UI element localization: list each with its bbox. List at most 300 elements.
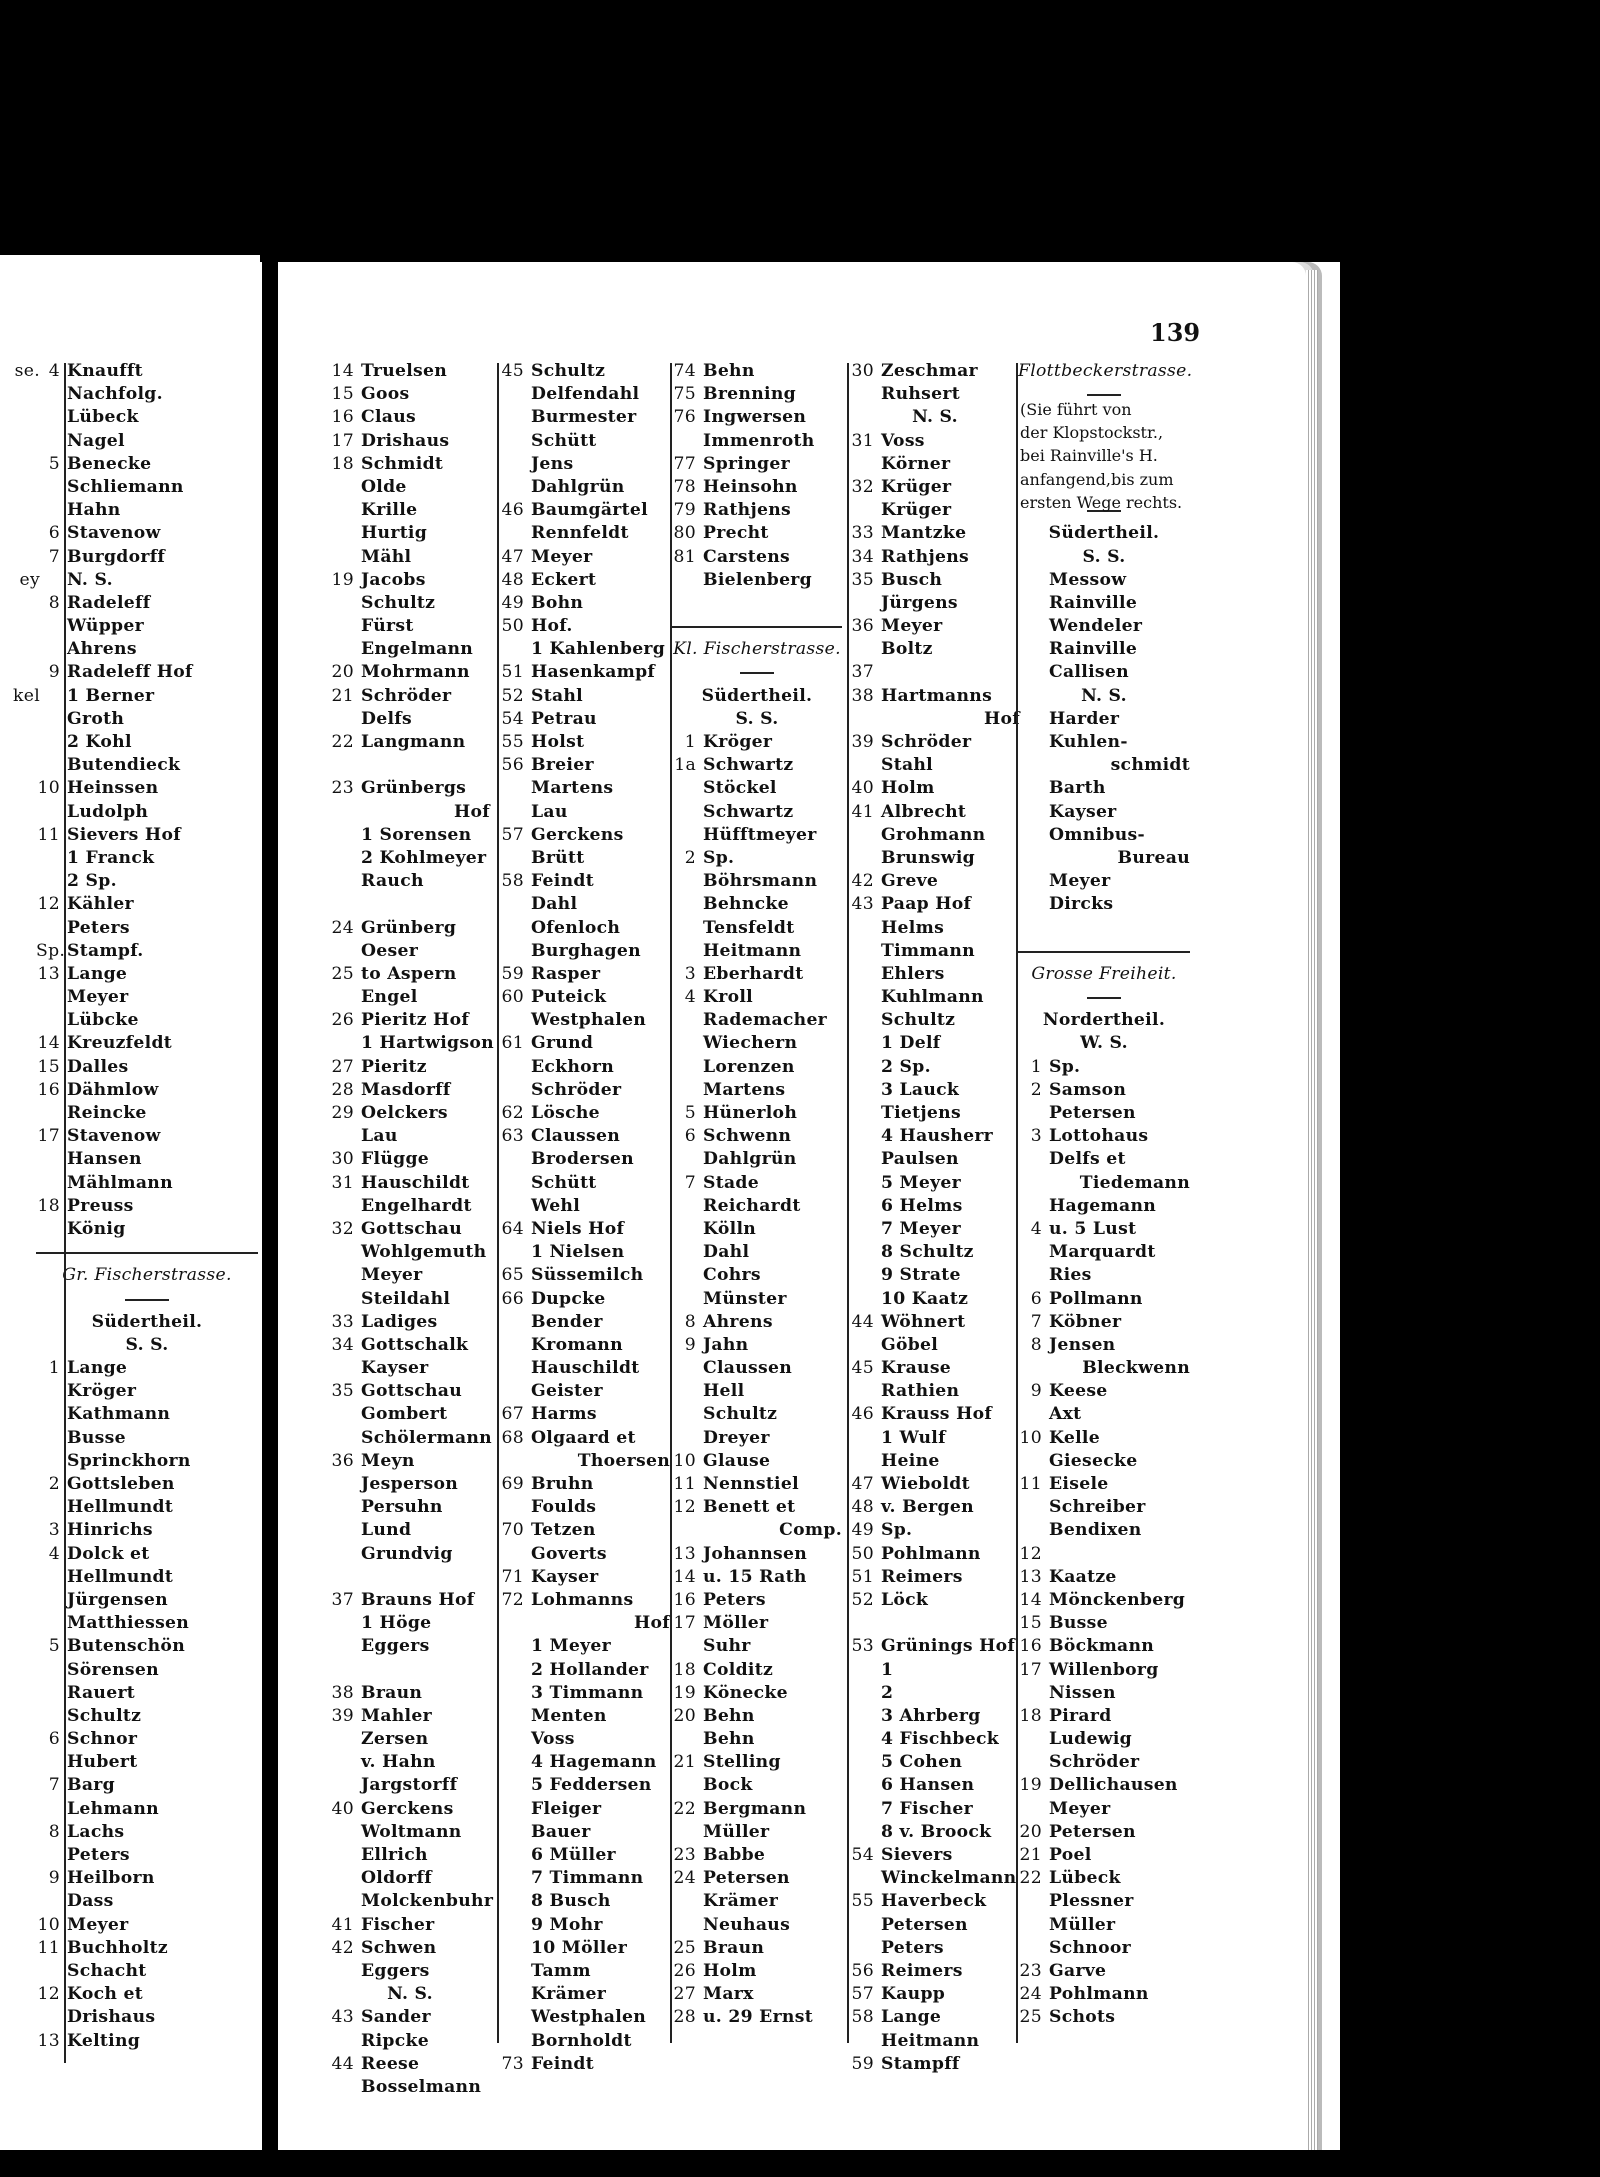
entry-row [0, 661, 40, 684]
resident-name: 2 Hollander [531, 1659, 649, 1680]
entry-row [36, 1821, 258, 1844]
resident-name: Hellmundt [67, 1566, 174, 1587]
entry-row [850, 1890, 1020, 1913]
resident-name: Meyer [531, 546, 593, 567]
resident-name: 1 Sorensen [361, 824, 472, 845]
entry-row [36, 1009, 258, 1032]
house-number: 38 [851, 685, 874, 706]
entry-row [500, 1172, 670, 1195]
house-number: 7 [684, 1172, 696, 1193]
resident-name: Jens [531, 453, 574, 474]
house-number: 14 [673, 1566, 696, 1587]
resident-name: 1 Kahlenberg [531, 639, 666, 660]
entry-row [330, 1867, 490, 1890]
entry-row [850, 592, 1020, 615]
entry-row [36, 1728, 258, 1751]
resident-name: Delfendahl [531, 384, 640, 405]
resident-name: Marx [703, 1984, 754, 2005]
resident-name: Stavenow [67, 1126, 161, 1147]
resident-name: 2 Sp. [881, 1056, 931, 1077]
entry-row [850, 1056, 1020, 1079]
entry-row [500, 1612, 670, 1635]
house-number: 9 [48, 1868, 60, 1889]
resident-name: Hurtig [361, 523, 428, 544]
entry-row [500, 1867, 670, 1890]
entry-row [850, 453, 1020, 476]
entry-row [36, 917, 258, 940]
resident-name: Zeschmar [881, 361, 978, 381]
entry-row [36, 453, 258, 476]
note-line: der Klopstockstr., [1020, 423, 1164, 443]
entry-row [36, 615, 258, 638]
house-number: 42 [851, 871, 874, 892]
resident-name: Reichardt [703, 1195, 801, 1216]
resident-name: Winckelmann [881, 1868, 1017, 1889]
resident-name: Eckert [531, 569, 597, 590]
entry-row [672, 499, 842, 522]
resident-name: Benecke [67, 453, 152, 474]
entry-row [500, 661, 670, 684]
entry-row [0, 430, 40, 453]
entry-row [1018, 1195, 1190, 1218]
resident-name: Holm [703, 1960, 757, 1981]
entry-row [500, 1519, 670, 1542]
house-number: 41 [851, 801, 874, 822]
entry-continuation: Tiedemann [1079, 1172, 1190, 1193]
entry-row [1018, 1403, 1190, 1426]
entry-row [36, 1867, 258, 1890]
entry-row [850, 1543, 1020, 1566]
entry-row [850, 1172, 1020, 1195]
column-divider [497, 363, 499, 2043]
entry-row [330, 1056, 490, 1079]
entry-row [1018, 1728, 1190, 1751]
resident-name: Babbe [703, 1845, 766, 1865]
house-number: 39 [331, 1705, 354, 1726]
entry-row [850, 1914, 1020, 1937]
resident-name: Lösche [531, 1103, 600, 1123]
resident-name: 10 Kaatz [881, 1288, 969, 1309]
directory-column-3 [672, 360, 842, 2030]
house-number: 28 [673, 2007, 696, 2028]
resident-name: Plessner [1049, 1891, 1134, 1912]
resident-name: Kathmann [67, 1404, 171, 1425]
resident-name: Masdorff [361, 1079, 451, 1100]
resident-name: Meyer [1049, 871, 1111, 892]
resident-name: Krüger [881, 476, 952, 497]
entry-row [850, 1635, 1020, 1658]
entry-row [850, 1380, 1020, 1403]
house-number: 78 [673, 476, 696, 497]
entry-row [850, 1751, 1020, 1774]
house-number: 7 [48, 1775, 60, 1796]
entry-row [330, 2006, 490, 2029]
resident-name: Bock [703, 1775, 753, 1796]
entry-row [672, 1821, 842, 1844]
resident-name: Bender [531, 1311, 603, 1332]
entry-row [850, 1148, 1020, 1171]
house-number: 67 [501, 1404, 524, 1425]
entry-row [330, 615, 490, 638]
resident-name: Heitmann [881, 2030, 980, 2051]
entry-row [672, 963, 842, 986]
resident-name: Böckmann [1049, 1636, 1155, 1657]
book-spine [262, 262, 278, 2162]
resident-name: Drishaus [67, 2007, 156, 2028]
resident-name: Rainville [1049, 639, 1138, 660]
resident-name: Dass [67, 1891, 114, 1912]
entry-row [36, 1659, 258, 1682]
resident-name: Molckenbuhr [361, 1891, 494, 1912]
resident-name: Dähmlow [67, 1079, 159, 1100]
entry-row [1018, 731, 1190, 754]
entry-row [330, 1195, 490, 1218]
house-number: 10 [37, 778, 60, 799]
entry-row [36, 685, 258, 708]
resident-name: Busch [881, 569, 943, 590]
entry-row [500, 1682, 670, 1705]
section-rule [672, 661, 842, 684]
house-number: 24 [331, 917, 354, 938]
entry-row [1018, 569, 1190, 592]
house-number: 81 [673, 546, 696, 567]
resident-name: Tietjens [881, 1103, 961, 1123]
house-number: 57 [501, 824, 524, 845]
resident-name: Schmidt [361, 453, 444, 474]
house-number: 27 [331, 1056, 354, 1077]
section-row [1018, 546, 1190, 569]
entry-row [36, 522, 258, 545]
column-divider [64, 363, 66, 2063]
resident-name: Jensen [1049, 1334, 1116, 1355]
entry-row [500, 1195, 670, 1218]
entry-row [36, 1403, 258, 1426]
house-number: 13 [37, 2030, 60, 2051]
entry-row [672, 1009, 842, 1032]
resident-name: Burgdorff [67, 546, 166, 567]
resident-name: Schwenn [703, 1126, 792, 1147]
resident-name: Fischer [361, 1914, 435, 1935]
entry-row [672, 1774, 842, 1797]
resident-name: Garve [1049, 1960, 1107, 1981]
entry-row [672, 1867, 842, 1890]
resident-name: Claussen [703, 1358, 793, 1379]
resident-name: Heinsohn [703, 476, 798, 497]
entry-row [672, 476, 842, 499]
entry-row [850, 430, 1020, 453]
resident-name: Lübcke [67, 1010, 139, 1031]
entry-row [672, 1032, 842, 1055]
entry-row [1018, 870, 1190, 893]
resident-name: Jahn [703, 1334, 749, 1355]
section-rule [1018, 986, 1190, 1009]
entry-row [500, 801, 670, 824]
entry-row [36, 360, 258, 383]
resident-name: Haverbeck [881, 1891, 987, 1912]
entry-row [36, 1032, 258, 1055]
entry-row [1018, 1427, 1190, 1450]
house-number: 75 [673, 384, 696, 405]
resident-name: Sp. [881, 1520, 913, 1541]
resident-name: Meyn [361, 1450, 415, 1471]
entry-row [672, 1102, 842, 1125]
entry-row [850, 940, 1020, 963]
resident-name: Boltz [881, 639, 933, 660]
resident-name: Fleiger [531, 1798, 602, 1819]
entry-row [330, 546, 490, 569]
house-number: 36 [851, 616, 874, 637]
entry-row [1018, 1914, 1190, 1937]
entry-row [500, 986, 670, 1009]
house-number: 55 [501, 732, 524, 752]
resident-name: Heine [881, 1450, 940, 1471]
resident-name: Butendieck [67, 755, 181, 776]
entry-row [36, 1380, 258, 1403]
entry-row [36, 1960, 258, 1983]
entry-row [850, 360, 1020, 383]
heading-row [36, 1264, 258, 1287]
resident-name: Radeleff [67, 592, 151, 613]
resident-name: Sprinckhorn [67, 1450, 191, 1471]
resident-name: Bendixen [1049, 1520, 1142, 1541]
resident-name: 2 [881, 1682, 894, 1703]
entry-row [500, 1102, 670, 1125]
resident-name: Lange [67, 963, 128, 984]
resident-name: Hell [703, 1381, 745, 1402]
entry-row [500, 1960, 670, 1983]
house-number: 3 [48, 1520, 60, 1541]
entry-row [672, 986, 842, 1009]
resident-name: Heilborn [67, 1868, 155, 1889]
entry-row [36, 1914, 258, 1937]
section-label: Südertheil. [1048, 523, 1160, 544]
resident-name: Lund [361, 1520, 412, 1541]
resident-name: Giesecke [1049, 1450, 1138, 1471]
resident-name: Meyer [67, 987, 129, 1008]
resident-name: Jacobs [361, 569, 426, 590]
house-number: 11 [673, 1474, 696, 1494]
resident-name: Reimers [881, 1960, 963, 1981]
resident-name: Gerckens [531, 824, 624, 845]
entry-row [850, 1241, 1020, 1264]
house-number: 26 [673, 1960, 696, 1981]
resident-name: Sörensen [67, 1659, 159, 1680]
resident-name: Pollmann [1049, 1288, 1143, 1309]
resident-name: Stahl [881, 755, 934, 776]
house-number: 18 [673, 1659, 696, 1680]
entry-row [672, 1983, 842, 2006]
resident-name: Schots [1049, 2007, 1116, 2028]
entry-row [1018, 661, 1190, 684]
entry-row [500, 569, 670, 592]
resident-name: 1 Delf [881, 1033, 941, 1054]
house-number: 72 [501, 1589, 524, 1610]
entry-row [36, 569, 258, 592]
house-number: 28 [331, 1079, 354, 1100]
house-number: 21 [1019, 1845, 1042, 1865]
section-label: W. S. [1080, 1033, 1128, 1054]
entry-continuation: Hof [984, 708, 1020, 729]
resident-name: Hauschildt [531, 1358, 640, 1379]
entry-row [36, 1195, 258, 1218]
entry-row [330, 801, 490, 824]
resident-name: Dolck et [67, 1543, 150, 1564]
entry-row [330, 499, 490, 522]
house-number: 34 [851, 546, 874, 567]
entry-continuation: Hof [634, 1613, 670, 1634]
resident-name: Krause [881, 1358, 952, 1379]
resident-name: Glause [703, 1450, 771, 1471]
resident-name: Peters [703, 1589, 766, 1610]
entry-row [330, 777, 490, 800]
entry-row [672, 1496, 842, 1519]
entry-row [330, 661, 490, 684]
entry-row [850, 1937, 1020, 1960]
resident-name: Behn [703, 1705, 755, 1726]
house-number: 30 [851, 361, 874, 381]
entry-row [500, 406, 670, 429]
section-row [850, 406, 1020, 429]
resident-name: 3 Timmann [531, 1682, 644, 1703]
resident-name: Oeser [361, 940, 419, 961]
entry-row [1018, 1450, 1190, 1473]
resident-name: Hünerloh [703, 1103, 798, 1123]
house-number: 53 [851, 1636, 874, 1657]
section-row [36, 1311, 258, 1334]
resident-name: Meyer [361, 1265, 423, 1286]
house-number: 20 [331, 662, 354, 683]
note-line: ersten Wege rechts. [1020, 492, 1183, 512]
entry-row [672, 1914, 842, 1937]
resident-name: Jargstorff [361, 1775, 458, 1796]
entry-row [500, 754, 670, 777]
resident-name: Springer [703, 453, 790, 474]
entry-row [672, 1172, 842, 1195]
resident-name: Drishaus [361, 430, 450, 451]
section-row [1018, 1009, 1190, 1032]
resident-name: Sievers [881, 1845, 953, 1865]
scan-border-right [1340, 0, 1600, 2177]
resident-name: Kelting [67, 2030, 141, 2051]
resident-name: Eggers [361, 1636, 430, 1657]
resident-name: Körner [881, 453, 951, 474]
resident-name: Grundvig [361, 1543, 453, 1564]
house-number: 16 [673, 1589, 696, 1610]
house-number: 52 [501, 685, 524, 706]
entry-row [330, 360, 490, 383]
resident-name: Oldorff [361, 1868, 432, 1889]
resident-name: Ludewig [1049, 1729, 1132, 1750]
entry-row [500, 1288, 670, 1311]
heading-row [672, 638, 842, 661]
entry-row [36, 986, 258, 1009]
entry-row [672, 731, 842, 754]
entry-row [1018, 1102, 1190, 1125]
house-number: 24 [1019, 1984, 1042, 2005]
house-number: 6 [48, 1729, 60, 1750]
resident-name: Mantzke [881, 523, 967, 544]
resident-name: Krämer [703, 1891, 779, 1912]
entry-row [672, 569, 842, 592]
entry-row [672, 2006, 842, 2029]
heading-row [1018, 360, 1193, 383]
house-number: 35 [851, 569, 874, 590]
resident-name: Hellmundt [67, 1497, 174, 1518]
entry-row [850, 1125, 1020, 1148]
entry-row [850, 615, 1020, 638]
section-rule [36, 1241, 258, 1264]
house-number: 16 [331, 407, 354, 428]
resident-name: Krämer [531, 1984, 607, 2005]
resident-name: Preuss [67, 1195, 134, 1216]
entry-row [850, 754, 1020, 777]
resident-name: Delfs [361, 708, 412, 729]
resident-name: Kroll [703, 987, 754, 1008]
resident-name: Tensfeldt [703, 917, 795, 938]
entry-row [1018, 1473, 1190, 1496]
resident-name: u. 29 Ernst [703, 2007, 813, 2028]
entry-row [672, 1195, 842, 1218]
entry-row [500, 546, 670, 569]
entry-row [1018, 1288, 1190, 1311]
entry-row [36, 847, 258, 870]
resident-name: Kröger [703, 732, 773, 752]
resident-name: Lohmanns [531, 1589, 634, 1610]
house-number: 61 [501, 1033, 524, 1054]
entry-row [330, 1496, 490, 1519]
section-row [672, 708, 842, 731]
resident-name: Steildahl [361, 1288, 451, 1309]
house-number: 25 [331, 963, 354, 984]
entry-row [1018, 1682, 1190, 1705]
entry-row [1018, 1264, 1190, 1287]
entry-row [850, 1728, 1020, 1751]
entry-row [850, 1032, 1020, 1055]
resident-name: Lorenzen [703, 1056, 795, 1077]
house-number: 50 [851, 1543, 874, 1564]
section-label: Südertheil. [91, 1311, 203, 1332]
resident-name: Paap Hof [881, 894, 972, 915]
resident-name: Sp. [703, 847, 735, 868]
entry-row [850, 1798, 1020, 1821]
resident-name: Krauss Hof [881, 1404, 993, 1425]
entry-continuation: Bureau [1117, 847, 1190, 868]
house-number: 56 [851, 1960, 874, 1981]
entry-continuation: schmidt [1110, 755, 1190, 776]
house-number: 17 [1019, 1659, 1042, 1680]
resident-name: Fürst [361, 616, 414, 637]
resident-name: Möller [703, 1613, 769, 1634]
house-number: 39 [851, 732, 874, 752]
entry-row [850, 2053, 1020, 2076]
entry-row [0, 383, 40, 406]
resident-name: 1 Wulf [881, 1427, 946, 1448]
resident-name: Niels Hof [531, 1218, 625, 1239]
resident-name: Ofenloch [531, 917, 621, 938]
house-number: 14 [37, 1033, 60, 1054]
entry-row [672, 1728, 842, 1751]
entry-row [850, 824, 1020, 847]
resident-name: Grund [531, 1033, 594, 1054]
resident-name: Truelsen [361, 361, 448, 381]
resident-name: 1 Berner [67, 685, 155, 706]
house-number: 9 [48, 662, 60, 683]
resident-name: Rauert [67, 1682, 136, 1703]
resident-name: Eckhorn [531, 1056, 615, 1077]
house-number: 8 [684, 1311, 696, 1332]
entry-row [500, 499, 670, 522]
resident-name: Helms [881, 917, 945, 938]
